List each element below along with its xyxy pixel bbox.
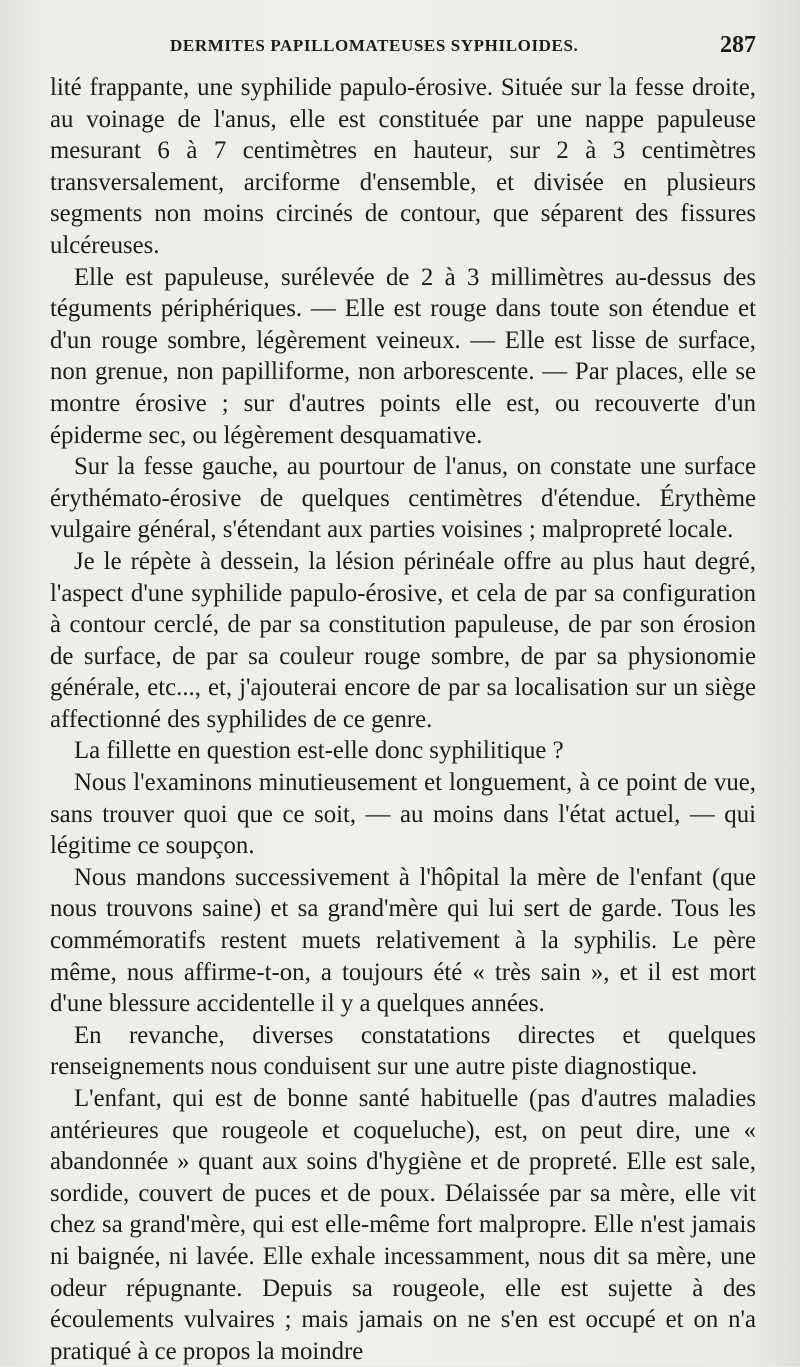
- running-title: DERMITES PAPILLOMATEUSES SYPHILOIDES.: [170, 36, 579, 55]
- paragraph: L'enfant, qui est de bonne santé habituelle (pas d'autres maladies antérieures que rougeole et coqueluche), est, on peut dire, une « abandonnée » quant aux soins d'hygiène et de propreté. Elle est sale, sordide, couvert de puces et de poux. Délaissée par sa mère, elle vit chez sa grand'mère, qui est elle-même fort malpropre. Elle n'est jamais ni baignée, ni lavée. Elle exhale incessamment, nous dit sa mère, une odeur répugnante. Depuis sa rougeole, elle est sujette à des écoulements vulvaires ; mais jamais on ne s'en est occupé et on n'a pratiqué à ce propos la moindre: [50, 1085, 756, 1365]
- body-text: [50, 72, 756, 1367]
- paragraph: La fillette en question est-elle donc syphilitique ?: [74, 737, 564, 765]
- paragraph: Nous mandons successivement à l'hôpital la mère de l'enfant (que nous trouvons saine) et sa grand'mère qui lui sert de garde. Tous les commémoratifs restent muets relativement à la syphilis. Le père même, nous affirme-t-on, a toujours été « très sain », et il est mort d'une blessure accidentelle il y a quelques années.: [50, 863, 756, 1018]
- paragraph: Sur la fesse gauche, au pourtour de l'anus, on constate une surface érythémato-érosive de quelques centimètres d'étendue. Érythème vulgaire général, s'étendant aux parties voisines ; malpropreté locale.: [50, 453, 756, 544]
- running-head: [50, 32, 756, 72]
- paragraph: lité frappante, une syphilide papulo-érosive. Située sur la fesse droite, au voinage de l'anus, elle est constituée par une nappe papuleuse mesurant 6 à 7 centimètres en hauteur, sur 2 à 3 centimètres transversalement, arciforme d'ensemble, et divisée en plusieurs segments non moins circinés de contour, que séparent des fissures ulcéreuses.: [50, 74, 756, 259]
- paragraph: En revanche, diverses constatations directes et quelques renseignements nous conduisent sur une autre piste diagnostique.: [50, 1021, 756, 1081]
- paragraph: Je le répète à dessein, la lésion périnéale offre au plus haut degré, l'aspect d'une syphilide papulo-érosive, et cela de par sa configuration à contour cerclé, de par sa constitution papuleuse, de par son érosion de surface, de par sa couleur rouge sombre, de par sa physionomie générale, etc..., et, j'ajouterai encore de par sa localisation sur un siège affectionné des syphilides de ce genre.: [50, 547, 756, 733]
- page-number: 287: [720, 32, 756, 58]
- paragraph: Nous l'examinons minutieusement et longuement, à ce point de vue, sans trouver quoi que ce soit, — au moins dans l'état actuel, — qui légitime ce soupçon.: [50, 769, 756, 860]
- paragraph: Elle est papuleuse, surélevée de 2 à 3 millimètres au-dessus des téguments périphériques. — Elle est rouge dans toute son étendue et d'un rouge sombre, légèrement veineux. — Elle est lisse de surface, non grenue, non papilliforme, non arborescente. — Par places, elle se montre érosive ; sur d'autres points elle est, ou recouverte d'un épiderme sec, ou légèrement desquamative.: [50, 263, 756, 449]
